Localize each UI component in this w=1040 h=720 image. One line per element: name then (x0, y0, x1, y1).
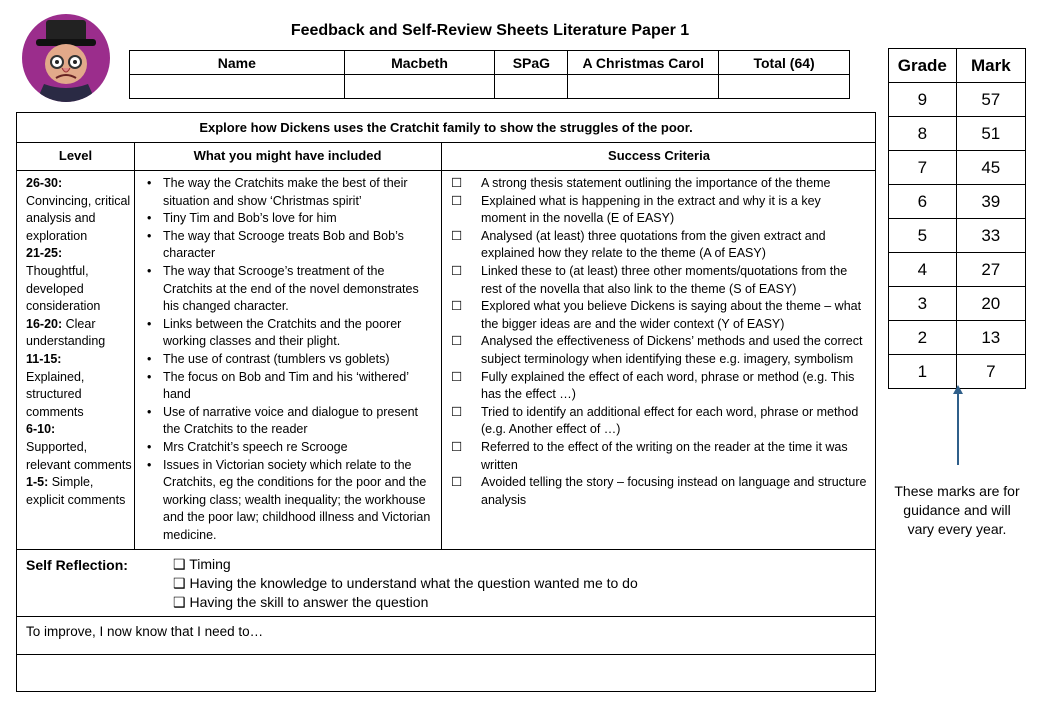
score-header-name: Name (130, 51, 345, 75)
table-row (889, 321, 1026, 355)
grade-cell: 4 (889, 253, 957, 287)
criteria-text: Fully explained the effect of each word, phrase or method (e.g. This has the effect …) (481, 369, 855, 402)
list-item: • Links between the Cratchits and the poorer working classes and their plight. (145, 316, 437, 351)
checkbox-icon[interactable]: ☐ (451, 475, 463, 490)
grade-cell: 5 (889, 219, 957, 253)
reflection-text: Having the knowledge to understand what the question wanted me to do (189, 575, 638, 591)
table-row (889, 117, 1026, 151)
criteria-item[interactable] (449, 439, 869, 474)
improve-answer-area[interactable] (17, 654, 875, 691)
checkbox-icon[interactable]: ❑ (173, 575, 190, 591)
level-band: 1-5: (26, 475, 49, 490)
table-row (889, 151, 1026, 185)
checkbox-icon[interactable]: ☐ (451, 439, 463, 454)
score-table (129, 50, 850, 99)
reflection-item[interactable] (173, 574, 638, 593)
criteria-item[interactable] (449, 228, 869, 263)
mark-cell: 20 (956, 287, 1025, 321)
arrow-up-icon (948, 383, 968, 467)
criteria-item[interactable] (449, 369, 869, 404)
mark-cell: 13 (956, 321, 1025, 355)
score-header-total: Total (64) (719, 51, 850, 75)
reflection-text: Having the skill to answer the question (189, 594, 429, 610)
score-cell-name[interactable] (130, 75, 345, 99)
table-row (889, 185, 1026, 219)
grade-header: Grade (889, 49, 957, 83)
grade-cell: 3 (889, 287, 957, 321)
grade-cell: 2 (889, 321, 957, 355)
list-item: • The way the Cratchits make the best of their situation and show ‘Christmas spirit’ (145, 175, 437, 210)
criteria-text: Analysed (at least) three quotations from the given extract and explained how they relate to the theme (A of EASY) (481, 228, 826, 261)
checkbox-icon[interactable]: ☐ (451, 334, 463, 349)
level-item (26, 245, 134, 315)
level-item (26, 421, 134, 474)
criteria-text: Tried to identify an additional effect for each word, phrase or method (e.g. Another effect of …) (481, 404, 859, 437)
grade-cell: 8 (889, 117, 957, 151)
criteria-text: Referred to the effect of the writing on the reader at the time it was written (481, 439, 848, 472)
level-band: 16-20: (26, 316, 63, 331)
mark-cell: 33 (956, 219, 1025, 253)
mark-cell: 45 (956, 151, 1025, 185)
criteria-item[interactable] (449, 333, 869, 368)
level-band: 21-25: (26, 246, 63, 261)
score-header-spag: SPaG (495, 51, 568, 75)
table-row (889, 287, 1026, 321)
level-desc: Explained, structured comments (26, 369, 85, 419)
criteria-item[interactable] (449, 175, 869, 193)
scrooge-illustration (22, 14, 110, 102)
criteria-text: Linked these to (at least) three other moments/quotations from the rest of the novella that also link to the theme (S of EASY) (481, 263, 848, 296)
level-item (26, 316, 134, 351)
level-band: 26-30: (26, 176, 63, 190)
level-item (26, 175, 134, 245)
checkbox-icon[interactable]: ☐ (451, 263, 463, 278)
self-reflection-list (173, 555, 638, 612)
table-row (889, 219, 1026, 253)
criteria-text: A strong thesis statement outlining the importance of the theme (481, 176, 831, 190)
levels-list (26, 175, 134, 509)
grade-boundary-table (888, 48, 1026, 389)
self-reflection-row (17, 549, 875, 617)
list-item: • Issues in Victorian society which relate to the Cratchits, eg the conditions for the poor and the working class; wealth inequality; the workhouse and the poor law; childhood illness and Victorian medicine. (145, 457, 437, 545)
checkbox-icon[interactable]: ☐ (451, 404, 463, 419)
score-cell-spag[interactable] (495, 75, 568, 99)
grade-cell: 1 (889, 355, 957, 389)
criteria-text: Analysed the effectiveness of Dickens’ methods and used the correct subject terminology when identifying these e.g. imagery, symbolism (481, 334, 863, 366)
content-row (17, 170, 875, 550)
list-item: • Mrs Cratchit’s speech re Scrooge (145, 439, 437, 457)
list-item: • The use of contrast (tumblers vs goblets) (145, 351, 437, 369)
mark-cell: 7 (956, 355, 1025, 389)
criteria-list (449, 175, 869, 509)
level-band: 11-15: (26, 351, 62, 366)
improve-row (17, 616, 875, 655)
list-item: • The focus on Bob and Tim and his ‘withered’ hand (145, 369, 437, 404)
list-item: • Tiny Tim and Bob’s love for him (145, 210, 437, 228)
list-item: • Use of narrative voice and dialogue to present the Cratchits to the reader (145, 404, 437, 439)
mark-cell: 27 (956, 253, 1025, 287)
included-header: What you might have included (193, 148, 382, 163)
mark-cell: 57 (956, 83, 1025, 117)
reflection-text: Timing (189, 556, 231, 572)
score-header-carol: A Christmas Carol (568, 51, 719, 75)
criteria-item[interactable] (449, 193, 869, 228)
grade-cell: 7 (889, 151, 957, 185)
self-reflection-label: Self Reflection: (26, 557, 128, 573)
feedback-table (16, 112, 876, 692)
included-list (145, 175, 437, 544)
criteria-item[interactable] (449, 298, 869, 333)
criteria-item[interactable] (449, 474, 869, 509)
checkbox-icon[interactable]: ☐ (451, 369, 463, 384)
reflection-item[interactable] (173, 555, 638, 574)
checkbox-icon[interactable]: ❑ (173, 594, 190, 610)
mark-header: Mark (956, 49, 1025, 83)
page-title: Feedback and Self-Review Sheets Literature Paper 1 (290, 22, 690, 39)
score-cell-carol[interactable] (568, 75, 719, 99)
level-desc: Clear understanding (26, 316, 106, 349)
question-text: Explore how Dickens uses the Cratchit family to show the struggles of the poor. (17, 113, 875, 143)
mark-cell: 51 (956, 117, 1025, 151)
checkbox-icon[interactable]: ☐ (451, 228, 463, 243)
checkbox-icon[interactable]: ☐ (451, 299, 463, 314)
level-band: 6-10: (26, 422, 56, 437)
mark-cell: 39 (956, 185, 1025, 219)
reflection-item[interactable] (173, 593, 638, 612)
level-item (26, 351, 134, 421)
criteria-text: Explored what you believe Dickens is saying about the theme – what the bigger ideas are and the wider context (Y of EASY) (481, 299, 862, 331)
character-avatar (22, 14, 110, 102)
checkbox-icon[interactable]: ☐ (451, 193, 463, 208)
list-item: • The way that Scrooge’s treatment of the Cratchits at the end of the novel demonstrates his changed character. (145, 263, 437, 316)
score-cell-total[interactable] (719, 75, 850, 99)
checkbox-icon[interactable]: ❑ (173, 556, 190, 572)
criteria-header: Success Criteria (608, 148, 710, 163)
level-item (26, 474, 134, 509)
level-desc: Supported, relevant comments (26, 439, 132, 472)
table-row (889, 253, 1026, 287)
criteria-text: Explained what is happening in the extract and why it is a key moment in the novella (E of EASY) (481, 193, 821, 226)
table-row (889, 83, 1026, 117)
criteria-item[interactable] (449, 263, 869, 298)
criteria-item[interactable] (449, 404, 869, 439)
level-header: Level (58, 148, 93, 163)
level-desc: Thoughtful, developed consideration (26, 263, 101, 314)
criteria-text: Avoided telling the story – focusing instead on language and structure analysis (481, 475, 867, 507)
guidance-note: These marks are for guidance and will vary every year. (894, 483, 1020, 537)
column-headers (17, 142, 875, 171)
grade-cell: 9 (889, 83, 957, 117)
score-header-macbeth: Macbeth (344, 51, 495, 75)
score-cell-macbeth[interactable] (344, 75, 495, 99)
list-item: • The way that Scrooge treats Bob and Bob’s character (145, 228, 437, 263)
level-desc: Simple, explicit comments (26, 475, 126, 507)
grade-cell: 6 (889, 185, 957, 219)
improve-prompt: To improve, I now know that I need to… (26, 624, 264, 639)
level-desc: Convincing, critical analysis and exploration (26, 193, 131, 243)
checkbox-icon[interactable]: ☐ (451, 176, 463, 190)
